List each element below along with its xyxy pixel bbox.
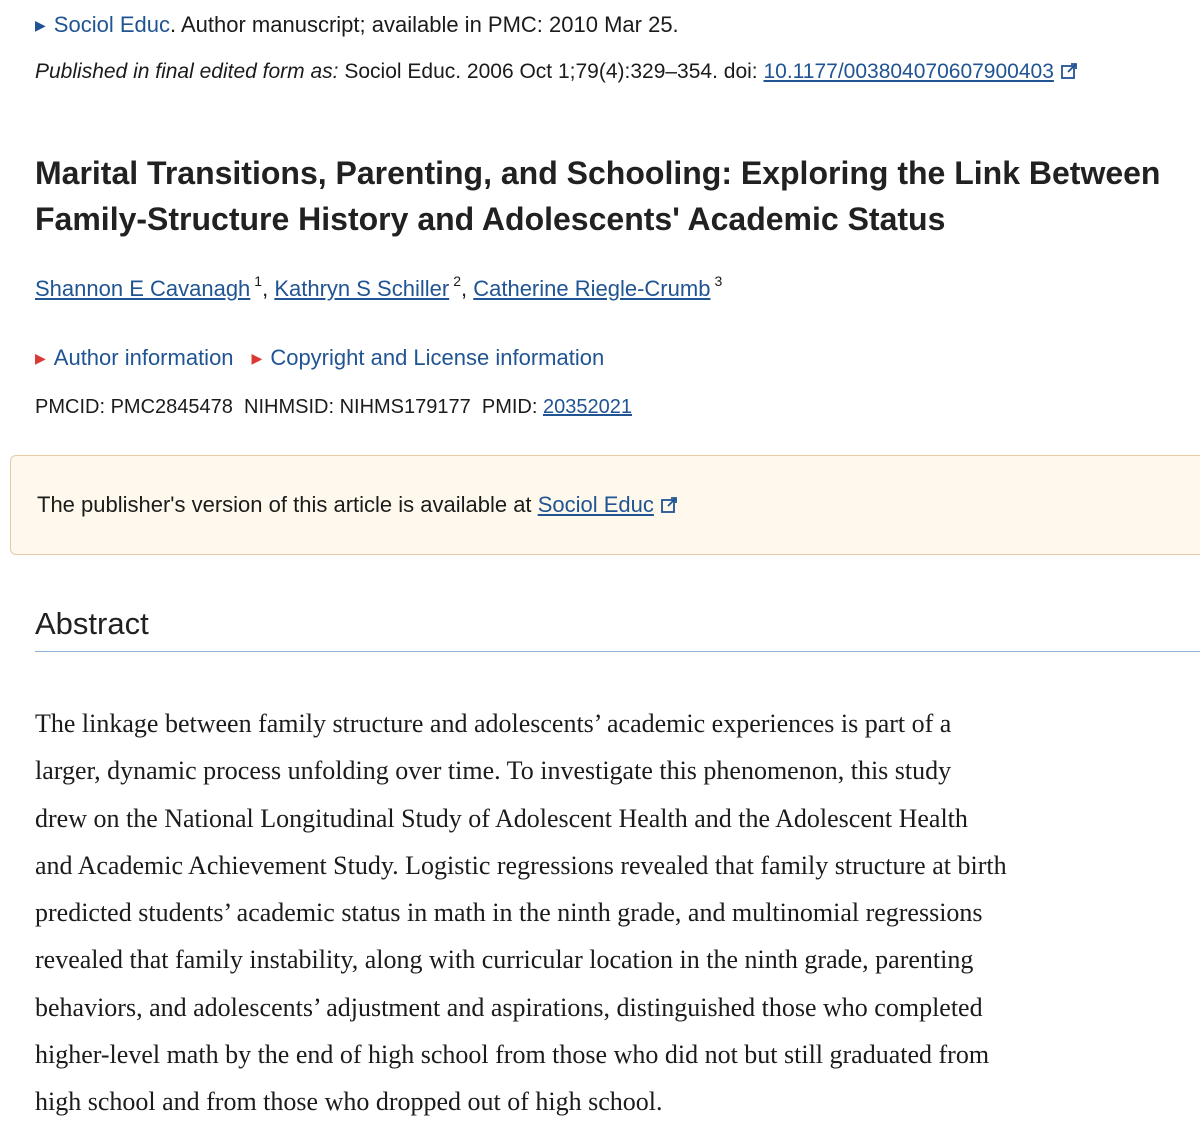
section-divider <box>35 651 1200 652</box>
title-line-2: Family-Structure History and Adolescents' Academic Status <box>35 201 946 237</box>
triangle-right-icon: ▶ <box>251 350 263 366</box>
notice-text: The publisher's version of this article is available at <box>37 492 532 517</box>
triangle-right-icon: ▶ <box>35 350 46 366</box>
affiliation-number: 3 <box>714 273 723 289</box>
author-link[interactable]: Kathryn S Schiller <box>274 276 450 301</box>
affiliation-number: 1 <box>254 273 263 289</box>
journal-line <box>35 12 679 38</box>
doi-link[interactable]: 10.1177/003804070607900403 <box>763 60 1054 83</box>
author-link[interactable]: Catherine Riegle-Crumb <box>473 276 711 301</box>
pmcid-label: PMCID: <box>35 396 105 418</box>
info-toggles <box>35 345 622 371</box>
author-information-label: Author information <box>53 345 234 370</box>
journal-link[interactable]: Sociol Educ <box>53 12 170 37</box>
abstract-body <box>35 700 1195 1126</box>
abstract-heading: Abstract <box>35 606 149 641</box>
article-identifiers <box>35 396 632 419</box>
pmcid-value: PMC2845478 <box>110 396 233 418</box>
copyright-license-toggle[interactable] <box>252 345 605 370</box>
author-information-toggle[interactable] <box>35 345 234 370</box>
citation-text: Sociol Educ. 2006 Oct 1;79(4):329–354. doi: <box>338 60 764 83</box>
article-title <box>35 150 1200 242</box>
publisher-version-notice <box>10 455 1200 555</box>
nihmsid-value: NIHMS179177 <box>339 396 471 418</box>
abstract-line: predicted students’ academic status in math in the ninth grade, and multinomial regressions <box>35 898 983 928</box>
abstract-line: revealed that family instability, along with curricular location in the ninth grade, parenting <box>35 945 974 975</box>
nihmsid-label: NIHMSID: <box>244 396 334 418</box>
publisher-link[interactable]: Sociol Educ <box>537 492 654 517</box>
copyright-license-label: Copyright and License information <box>270 345 605 370</box>
triangle-right-icon: ▶ <box>35 17 46 33</box>
manuscript-status: . Author manuscript; available in PMC: 2010 Mar 25. <box>169 12 679 37</box>
abstract-line: high school and from those who dropped out of high school. <box>35 1087 663 1117</box>
abstract-line: larger, dynamic process unfolding over time. To investigate this phenomenon, this study <box>35 756 952 786</box>
author-list: Shannon E Cavanagh $^1$, Kathryn S Schiller $^2$, Catherine Riegle-Crumb $^3$ <box>35 273 723 301</box>
pmid-label: PMID: <box>481 396 538 418</box>
abstract-line: The linkage between family structure and adolescents’ academic experiences is part of a <box>35 709 952 738</box>
published-label: Published in final edited form as: <box>35 60 339 83</box>
abstract-line: drew on the National Longitudinal Study of Adolescent Health and the Adolescent Health <box>35 803 968 833</box>
title-line-1: Marital Transitions, Parenting, and Schooling: Exploring the Link Between <box>35 155 1161 191</box>
affiliation-number: 2 <box>453 273 461 289</box>
external-link-icon[interactable] <box>1060 62 1078 80</box>
external-link-icon[interactable] <box>660 496 678 514</box>
published-citation <box>35 60 1078 84</box>
pmid-link[interactable]: 20352021 <box>543 396 632 418</box>
abstract-line: and Academic Achievement Study. Logistic regressions revealed that family structure at birth <box>35 850 1007 880</box>
abstract-line: higher-level math by the end of high school from those who did not but still graduated from <box>35 1040 990 1070</box>
abstract-line: behaviors, and adolescents’ adjustment and aspirations, distinguished those who completed <box>35 992 983 1022</box>
author-link[interactable]: Shannon E Cavanagh <box>35 276 251 301</box>
